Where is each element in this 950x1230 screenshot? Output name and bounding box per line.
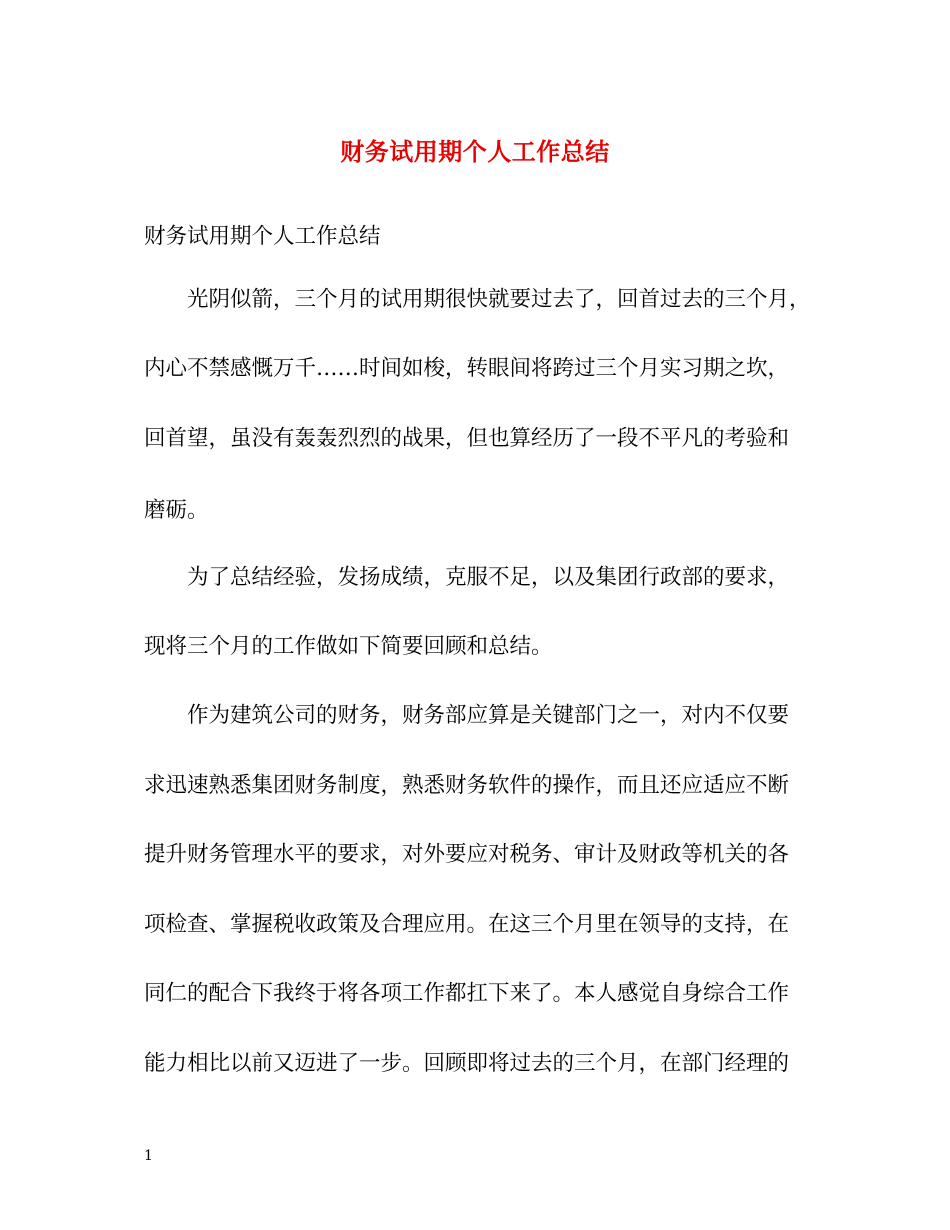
paragraph-line: 内心不禁感慨万千……时间如梭，转眼间将跨过三个月实习期之坎， bbox=[144, 356, 790, 381]
paragraph-line: 现将三个月的工作做如下简要回顾和总结。 bbox=[144, 634, 553, 659]
paragraph-line: 磨砺。 bbox=[144, 498, 209, 523]
paragraph-line: 作为建筑公司的财务，财务部应算是关键部门之一，对内不仅要 bbox=[187, 703, 790, 728]
paragraph-line: 光阴似箭，三个月的试用期很快就要过去了，回首过去的三个月， bbox=[187, 287, 811, 312]
document-subtitle: 财务试用期个人工作总结 bbox=[144, 224, 381, 249]
paragraph-line: 为了总结经验，发扬成绩，克服不足，以及集团行政部的要求， bbox=[187, 565, 790, 590]
page-number: 1 bbox=[144, 1148, 153, 1164]
paragraph-line: 项检查、掌握税收政策及合理应用。在这三个月里在领导的支持，在 bbox=[144, 912, 790, 937]
paragraph-line: 求迅速熟悉集团财务制度，熟悉财务软件的操作，而且还应适应不断 bbox=[144, 773, 790, 798]
paragraph-line: 回首望，虽没有轰轰烈烈的战果，但也算经历了一段不平凡的考验和 bbox=[144, 426, 790, 451]
paragraph-line: 能力相比以前又迈进了一步。回顾即将过去的三个月，在部门经理的 bbox=[144, 1051, 790, 1076]
document-title: 财务试用期个人工作总结 bbox=[340, 137, 610, 166]
paragraph-line: 同仁的配合下我终于将各项工作都扛下来了。本人感觉自身综合工作 bbox=[144, 981, 790, 1006]
paragraph-line: 提升财务管理水平的要求，对外要应对税务、审计及财政等机关的各 bbox=[144, 842, 790, 867]
